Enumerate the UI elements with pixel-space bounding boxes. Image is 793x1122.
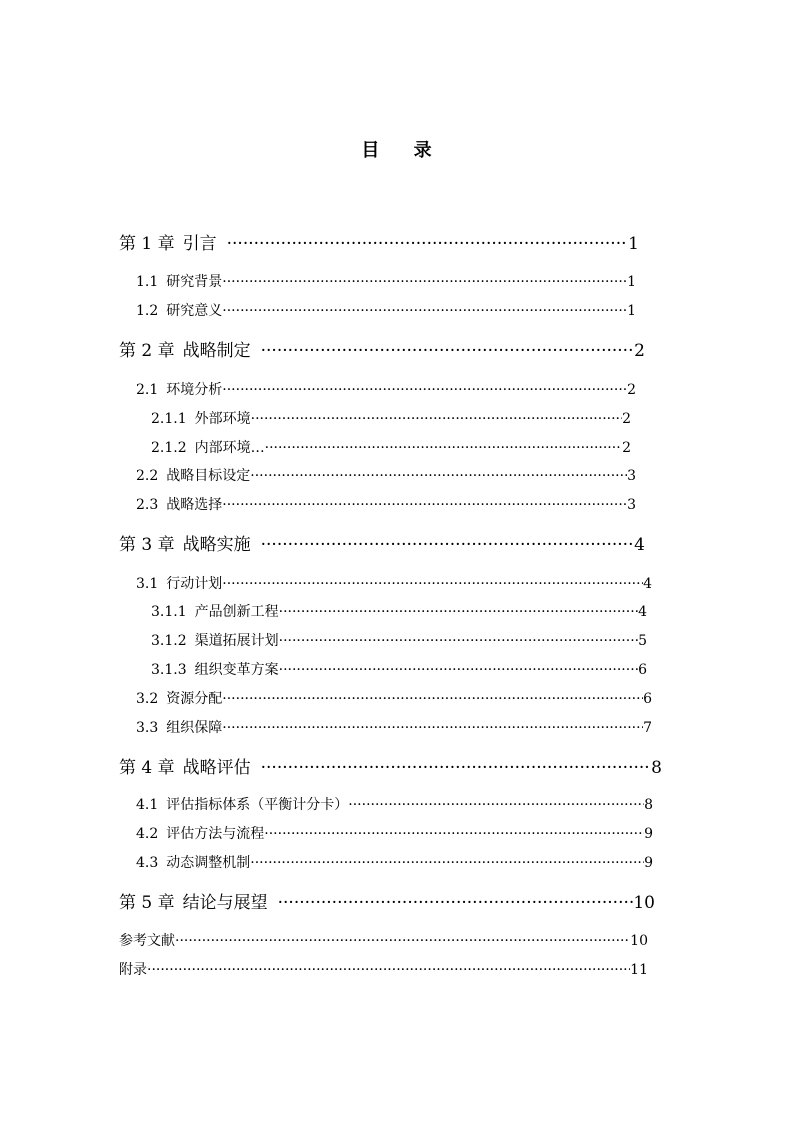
toc-entry-appendix[interactable] (119, 960, 648, 980)
toc-entry-text: 附录 (119, 962, 147, 978)
toc-entry-page: 9 (644, 855, 653, 871)
toc-entry-label (151, 660, 279, 680)
toc-entry-number: 3.3 (136, 720, 159, 736)
toc-entry-section-1-2[interactable] (136, 301, 636, 321)
toc-entry-number: 第 4 章 (119, 758, 175, 778)
toc-entry-page: 2 (622, 440, 631, 456)
toc-entry-page: 1 (627, 303, 636, 319)
toc-entry-page: 8 (651, 758, 662, 778)
dot-leader (348, 795, 644, 815)
toc-entry-section-3-3[interactable] (136, 718, 652, 738)
toc-entry-label (119, 891, 278, 915)
toc-entry-label (119, 533, 261, 557)
toc-entry-text: 战略目标设定 (166, 468, 251, 484)
toc-entry-section-2-2[interactable] (136, 466, 636, 486)
dot-leader (222, 689, 643, 709)
dot-leader (278, 891, 634, 915)
dot-leader (279, 660, 638, 680)
toc-entry-label (151, 409, 251, 429)
toc-entry-page: 6 (643, 691, 652, 707)
dot-leader (279, 602, 638, 622)
toc-entry-section-4-2[interactable] (136, 824, 653, 844)
toc-entry-page: 1 (627, 274, 636, 290)
toc-entry-section-1-1[interactable] (136, 272, 636, 292)
toc-entry-subsection-3-1-1[interactable] (151, 602, 647, 622)
dot-leader (222, 380, 627, 400)
toc-entry-section-2-1[interactable] (136, 380, 636, 400)
toc-entry-label (119, 339, 261, 363)
dot-leader (261, 756, 652, 780)
toc-entry-number: 第 3 章 (119, 535, 175, 555)
toc-entry-text: 战略制定 (182, 341, 251, 361)
toc-entry-label (119, 232, 227, 256)
toc-entry-number: 2.1.2 (151, 440, 187, 456)
toc-entry-text: 组织变革方案 (194, 662, 279, 678)
toc-entry-label (136, 689, 222, 709)
toc-entry-text: 评估指标体系（平衡计分卡） (166, 797, 349, 813)
dot-leader (175, 931, 630, 951)
toc-entry-label (136, 495, 222, 515)
toc-entry-number: 2.3 (136, 497, 159, 513)
toc-entry-page: 10 (633, 893, 655, 913)
toc-entry-label (136, 380, 222, 400)
dot-leader (222, 495, 627, 515)
toc-entry-subsection-2-1-2[interactable] (151, 438, 631, 458)
dot-leader (264, 824, 644, 844)
dot-leader (222, 718, 643, 738)
toc-entry-page: 4 (638, 604, 647, 620)
dot-leader (261, 339, 635, 363)
toc-entry-number: 2.1 (136, 382, 159, 398)
toc-entry-references[interactable] (119, 931, 648, 951)
dot-leader (147, 960, 630, 980)
toc-entry-text: 结论与展望 (182, 893, 268, 913)
toc-entry-page: 2 (622, 411, 631, 427)
toc-entry-label (136, 574, 222, 594)
toc-entry-number: 3.1.3 (151, 662, 187, 678)
toc-entry-subsection-3-1-3[interactable] (151, 660, 647, 680)
dot-leader (250, 466, 627, 486)
toc-entry-page: 10 (630, 933, 648, 949)
toc-entry-text: 动态调整机制 (166, 855, 251, 871)
toc-entry-page: 7 (643, 720, 652, 736)
toc-entry-section-3-1[interactable] (136, 574, 652, 594)
toc-entry-number: 4.1 (136, 797, 159, 813)
toc-entry-label (151, 438, 265, 458)
toc-entry-text: 战略选择 (166, 497, 223, 513)
toc-entry-page: 4 (643, 576, 652, 592)
toc-entry-text: 组织保障 (166, 720, 223, 736)
toc-entry-section-4-3[interactable] (136, 853, 653, 873)
toc-entry-text: 战略实施 (182, 535, 251, 555)
toc-entry-page: 6 (638, 662, 647, 678)
toc-entry-text: 渠道拓展计划 (194, 633, 279, 649)
toc-entry-chapter-1[interactable] (119, 232, 639, 256)
toc-entry-number: 第 5 章 (119, 893, 175, 913)
toc-entry-chapter-2[interactable] (119, 339, 645, 363)
toc-entry-number: 3.2 (136, 691, 159, 707)
toc-entry-label (136, 853, 250, 873)
toc-entry-section-4-1[interactable] (136, 795, 653, 815)
toc-entry-section-2-3[interactable] (136, 495, 636, 515)
toc-entry-label (136, 824, 264, 844)
toc-entry-number: 第 1 章 (119, 234, 175, 254)
toc-entry-number: 1.2 (136, 303, 159, 319)
toc-entry-page: 2 (634, 341, 645, 361)
dot-leader (222, 272, 627, 292)
dot-leader (261, 533, 635, 557)
toc-entry-page: 5 (638, 633, 647, 649)
toc-entry-chapter-3[interactable] (119, 533, 645, 557)
toc-entry-label (136, 466, 250, 486)
toc-entry-text: 行动计划 (166, 576, 223, 592)
toc-entry-number: 3.1.1 (151, 604, 187, 620)
toc-entry-page: 11 (630, 962, 648, 978)
toc-entry-label (136, 301, 222, 321)
toc-entry-label (136, 272, 222, 292)
toc-entry-page: 9 (644, 826, 653, 842)
dot-leader (222, 574, 643, 594)
toc-entry-page: 1 (628, 234, 639, 254)
toc-entry-number: 4.2 (136, 826, 159, 842)
toc-entry-section-3-2[interactable] (136, 689, 652, 709)
toc-entry-number: 第 2 章 (119, 341, 175, 361)
toc-entry-number: 2.2 (136, 468, 159, 484)
toc-entry-text: 环境分析 (166, 382, 223, 398)
toc-entry-page: 8 (644, 797, 653, 813)
toc-entry-number: 3.1 (136, 576, 159, 592)
toc-entry-subsection-2-1-1[interactable] (151, 409, 631, 429)
toc-entry-text: 引言 (182, 234, 217, 254)
toc-entry-text: 内部环境… (194, 440, 265, 456)
dot-leader (279, 631, 638, 651)
toc-entry-label (119, 756, 261, 780)
toc-entry-page: 4 (634, 535, 645, 555)
toc-entry-subsection-3-1-2[interactable] (151, 631, 647, 651)
toc-entry-chapter-5[interactable] (119, 891, 655, 915)
dot-leader (222, 301, 627, 321)
dot-leader (227, 232, 629, 256)
toc-entry-page: 2 (627, 382, 636, 398)
toc-entry-label (151, 602, 279, 622)
toc-entry-text: 研究意义 (166, 303, 223, 319)
toc-entry-label (136, 718, 222, 738)
toc-entry-page: 3 (627, 497, 636, 513)
toc-entry-label (151, 631, 279, 651)
dot-leader (251, 409, 622, 429)
toc-entry-text: 资源分配 (166, 691, 223, 707)
toc-entry-number: 3.1.2 (151, 633, 187, 649)
toc-entry-text: 研究背景 (166, 274, 223, 290)
page-title: 目 录 (361, 140, 446, 161)
toc-entry-text: 外部环境 (194, 411, 251, 427)
dot-leader (265, 438, 622, 458)
dot-leader (250, 853, 644, 873)
toc-entry-text: 参考文献 (119, 933, 175, 949)
toc-entry-chapter-4[interactable] (119, 756, 662, 780)
toc-entry-text: 评估方法与流程 (166, 826, 265, 842)
toc-entry-number: 2.1.1 (151, 411, 187, 427)
toc-entry-text: 战略评估 (182, 758, 251, 778)
toc-entry-number: 1.1 (136, 274, 159, 290)
toc-entry-number: 4.3 (136, 855, 159, 871)
toc-entry-text: 产品创新工程 (194, 604, 279, 620)
toc-entry-label (136, 795, 348, 815)
toc-entry-page: 3 (627, 468, 636, 484)
